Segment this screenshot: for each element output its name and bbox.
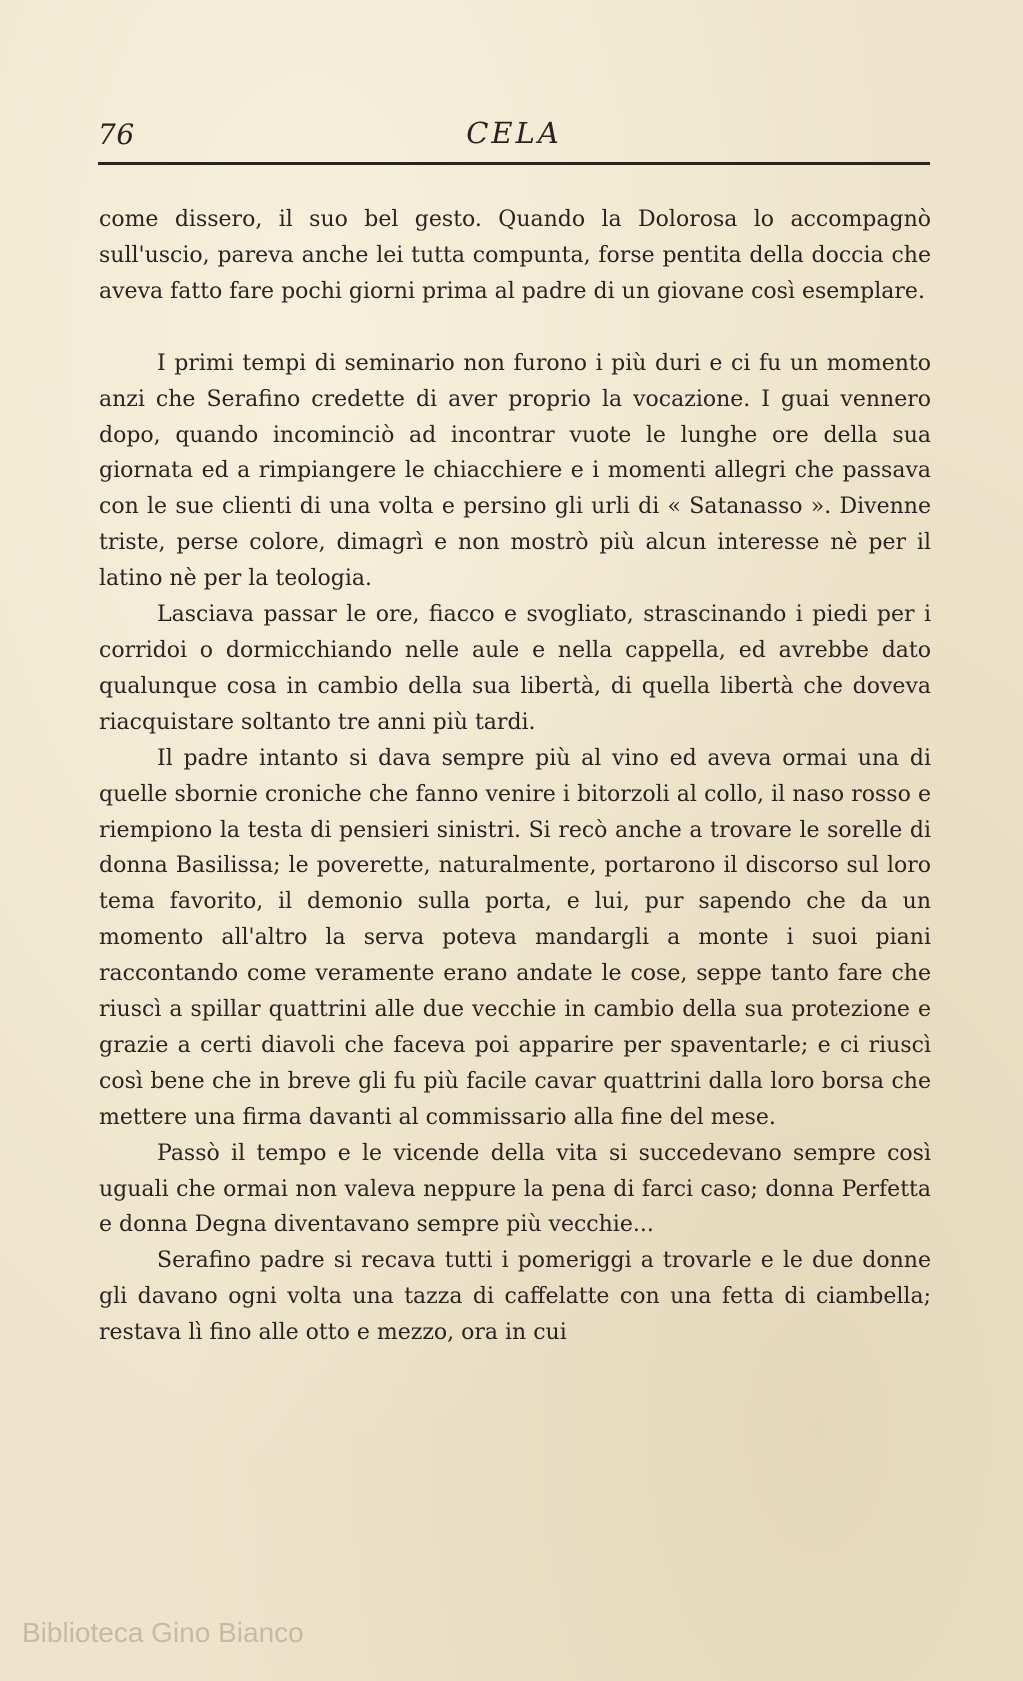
library-watermark: Biblioteca Gino Bianco xyxy=(22,1617,304,1648)
running-title: CELA xyxy=(466,116,562,150)
paragraph-6: Serafino padre si recava tutti i pomeriggi a trovarle e le due donne gli davano ogni volta una tazza di caffelatte con una fetta di ciambella; restava lì fino alle otto e mezzo, ora in cui xyxy=(99,1248,931,1346)
paragraph-4: Il padre intanto si dava sempre più al vino ed aveva ormai una di quelle sbornie croniche che fanno venire i bitorzoli al collo, il naso rosso e riempiono la testa di pensieri sinistri. Si recò anche a trovare le sorelle di donna Basilissa; le poverette, naturalmente, portarono il discorso sul loro tema favorito, il demonio sulla porta, e lui, pur sapendo che da un momento all'altro la serva poteva mandargli a monte i suoi piani raccontando come veramente erano andate le cose, seppe tanto fare che riuscì a spillar quattrini alle due vecchie in cambio della sua protezione e grazie a certi diavoli che faceva poi apparire per spaventarle; e ci riuscì così bene che in breve gli fu più facile cavar quattrini dalla loro borsa che mettere una firma davanti al commissario alla fine del mese. xyxy=(99,745,931,1130)
body-text xyxy=(99,202,931,1351)
page-header xyxy=(98,108,930,158)
paragraph-3: Lasciava passar le ore, fiacco e svogliato, strascinando i piedi per i corridoi o dormicchiando nelle aule e nella cappella, ed avrebbe dato qualunque cosa in cambio della sua libertà, di quella libertà che doveva riacquistare soltanto tre anni più tardi. xyxy=(99,602,931,735)
header-rule xyxy=(98,162,930,165)
page-number: 76 xyxy=(98,118,135,151)
paragraph-5: Passò il tempo e le vicende della vita si succedevano sempre così uguali che ormai non valeva neppure la pena di farci caso; donna Perfetta e donna Degna diventavano sempre più vecchie... xyxy=(99,1140,931,1238)
paragraph-2: I primi tempi di seminario non furono i più duri e ci fu un momento anzi che Serafino credette di aver proprio la vocazione. I guai vennero dopo, quando incominciò ad incontrar vuote le lunghe ore della sua giornata ed a rimpiangere le chiacchiere e i momenti allegri che passava con le sue clienti di una volta e persino gli urli di « Satanasso ». Divenne triste, perse colore, dimagrì e non mostrò più alcun interesse nè per il latino nè per la teologia. xyxy=(99,350,931,592)
paragraph-1: come dissero, il suo bel gesto. Quando la Dolorosa lo accompagnò sull'uscio, pareva anche lei tutta compunta, forse pentita della doccia che aveva fatto fare pochi giorni prima al padre di un giovane così esemplare. xyxy=(99,207,931,304)
